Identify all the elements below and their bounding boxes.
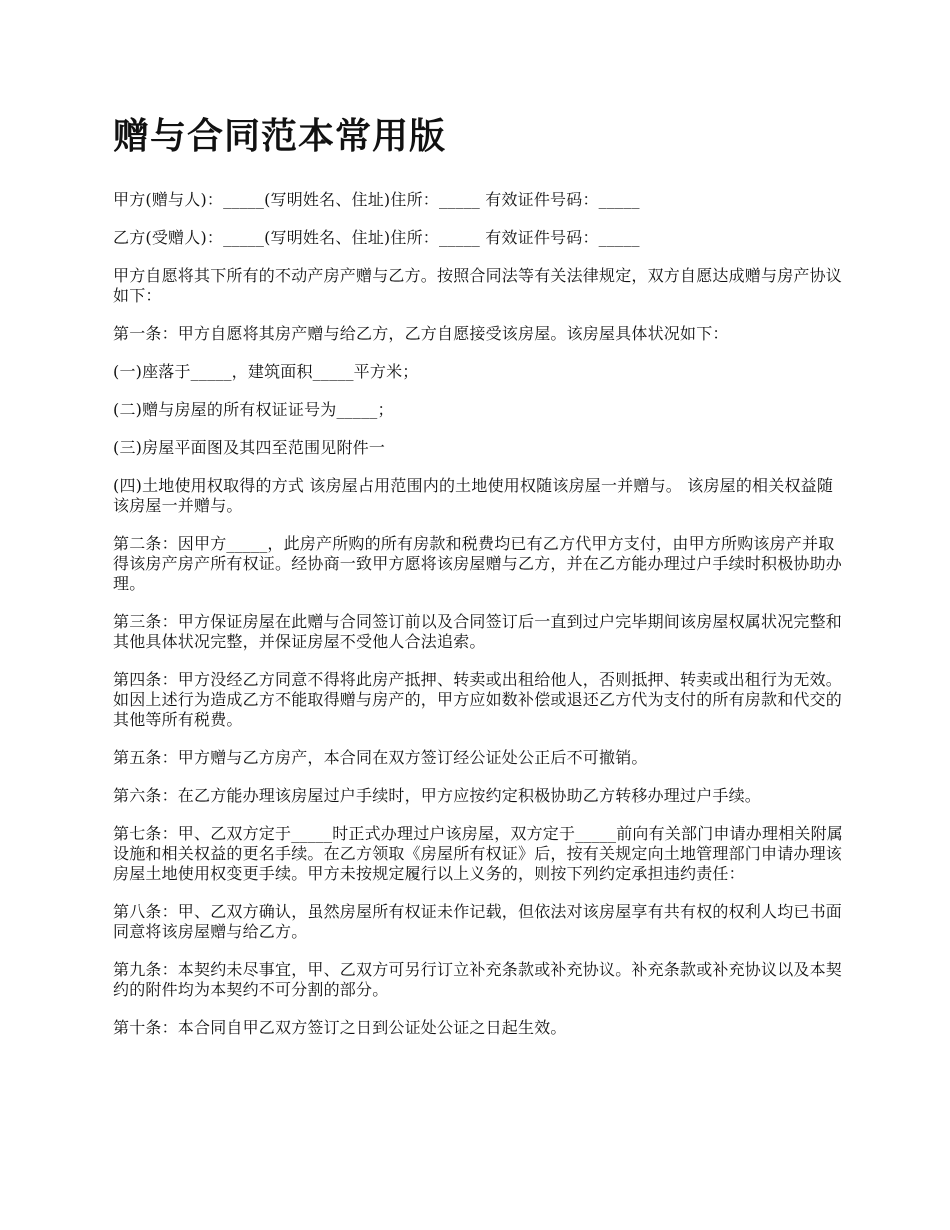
party-a-line: 甲方(赠与人)：_____(写明姓名、住址)住所：_____ 有效证件号码：_____ (113, 190, 640, 209)
article-9: 第九条：本契约未尽事宜，甲、乙双方可另行订立补充条款或补充协议。补充条款或补充协议以及本契约的附件均为本契约不可分割的部分。 (113, 960, 843, 999)
article-1-item-3: (三)房屋平面图及其四至范围见附件一 (113, 438, 386, 457)
article-1: 第一条：甲方自愿将其房产赠与给乙方，乙方自愿接受该房屋。该房屋具体状况如下： (113, 324, 729, 343)
article-1-item-4: (四)土地使用权取得的方式 该房屋占用范围内的土地使用权随该房屋一并赠与。 该房屋的相关权益随该房屋一并赠与。 (113, 476, 834, 515)
article-1-item-2: (二)赠与房屋的所有权证证号为_____； (113, 400, 394, 419)
article-6: 第六条：在乙方能办理该房屋过户手续时，甲方应按约定积极协助乙方转移办理过户手续。 (113, 786, 762, 805)
party-b-line: 乙方(受赠人)：_____(写明姓名、住址)住所：_____ 有效证件号码：_____ (113, 228, 640, 247)
article-2: 第二条：因甲方_____，此房产所购的所有房款和税费均已有乙方代甲方支付，由甲方所购该房产并取得该房产房产所有权证。经协商一致甲方愿将该房屋赠与乙方，并在乙方能办理过户手续时积极协助办理。 (113, 534, 843, 593)
article-1-item-1: (一)座落于_____，建筑面积_____平方米； (113, 362, 419, 381)
article-4: 第四条：甲方没经乙方同意不得将此房产抵押、转卖或出租给他人，否则抵押、转卖或出租行为无效。如因上述行为造成乙方不能取得赠与房产的，甲方应如数补偿或退还乙方代为支付的所有房款和代交的其他等所有税费。 (113, 670, 843, 729)
document-title: 赠与合同范本常用版 (113, 115, 447, 157)
article-5: 第五条：甲方赠与乙方房产，本合同在双方签订经公证处公正后不可撤销。 (113, 748, 648, 767)
article-8: 第八条：甲、乙双方确认，虽然房屋所有权证未作记载，但依法对该房屋享有共有权的权利人均已书面同意将该房屋赠与给乙方。 (113, 902, 843, 941)
preamble-paragraph: 甲方自愿将其下所有的不动产房产赠与乙方。按照合同法等有关法律规定，双方自愿达成赠与房产协议如下： (113, 266, 843, 305)
article-10: 第十条：本合同自甲乙双方签订之日到公证处公证之日起生效。 (113, 1018, 567, 1037)
article-3: 第三条：甲方保证房屋在此赠与合同签订前以及合同签订后一直到过户完毕期间该房屋权属状况完整和其他具体状况完整，并保证房屋不受他人合法追索。 (113, 612, 843, 651)
article-7: 第七条：甲、乙双方定于_____时正式办理过户该房屋，双方定于_____前向有关部门申请办理相关附属设施和相关权益的更名手续。在乙方领取《房屋所有权证》后，按有关规定向土地管理部门申请办理该房屋土地使用权变更手续。甲方未按规定履行以上义务的，则按下列约定承担违约责任： (113, 824, 844, 883)
